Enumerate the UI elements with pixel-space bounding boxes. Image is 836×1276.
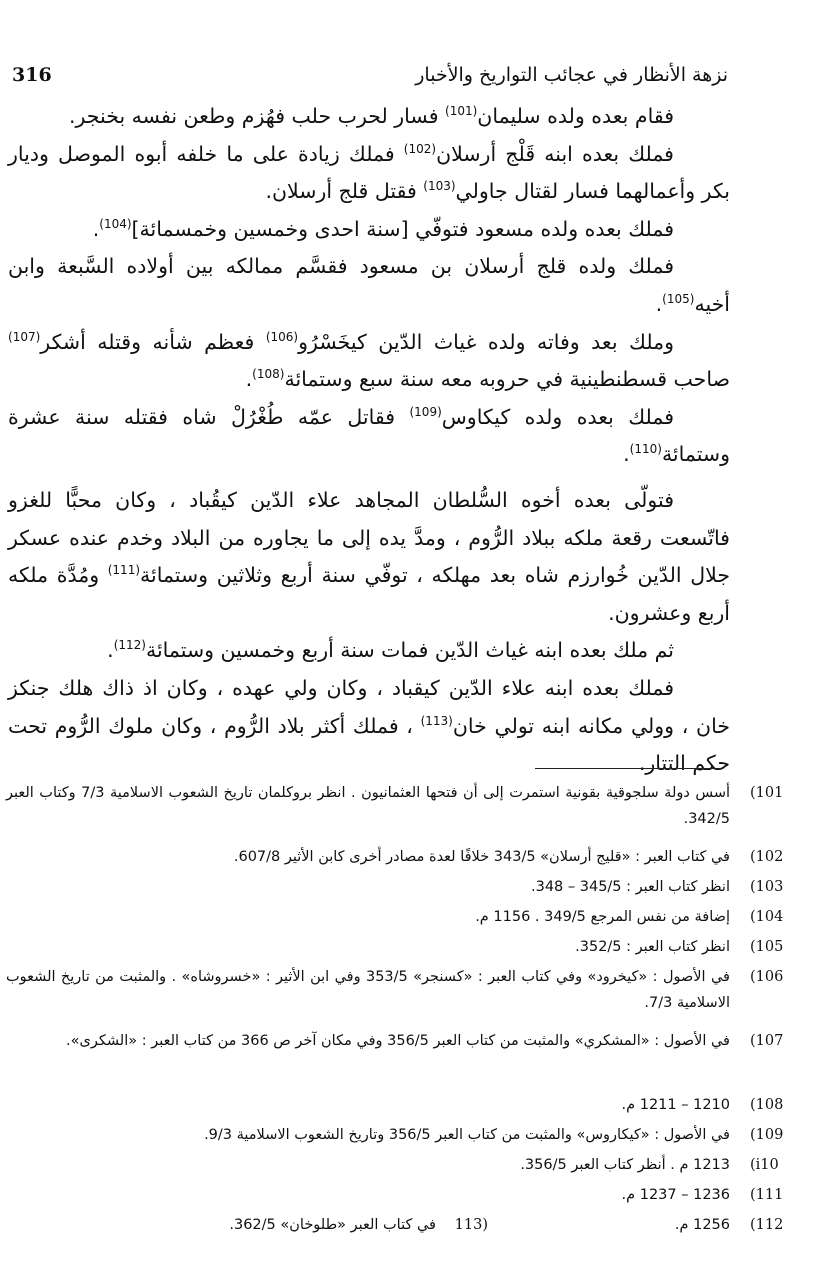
footnote-ref[interactable]: (102) — [403, 141, 437, 156]
paragraph-4: فملك ولده قلج أرسلان بن مسعود فقسَّم ممالكه بين أولاده السَّبعة وابن أخيه$^{(105)}$. — [8, 254, 730, 316]
footnote-text: إضافة من نفس المرجع 349/5 . 1156 م. — [475, 909, 730, 925]
footnote-text: في كتاب العبر : «قليج أرسلان» 343/5 خلافًا لعدة مصادر أخرى كابن الأثير 607/8. — [233, 849, 730, 865]
running-title: نزهة الأنظار في عجائب التواريخ والأخبار — [415, 64, 728, 86]
footnote-number: (109 — [750, 1127, 784, 1143]
footnote-item — [229, 1212, 488, 1238]
paragraph-3: فملك بعده ولده مسعود فتوفّي [سنة احدى وخمسين وخمسمائة]$^{(104)}$. — [92, 216, 674, 241]
paragraph-2: فملك بعده ابنه قَلْج أرسلان$^{(102)}$ فملك زيادة على ما خلفه أبوه الموصل وديار بكر وأعمالهما فسار لقتال جاولي$^{(103)}$ فقتل قلج أرسلان. — [8, 141, 730, 204]
paragraph-1: فقام بعده ولده سليمان$^{(101)}$ فسار لحرب حلب فهُزم وطعن نفسه بخنجر. — [68, 104, 674, 128]
footnote-ref[interactable]: (112) — [113, 638, 146, 653]
footnote-ref[interactable]: (101) — [445, 104, 478, 119]
footnote-number: (i10 — [750, 1157, 779, 1173]
footnote-item — [520, 1152, 779, 1178]
footnote-number: (101 — [750, 785, 784, 801]
footnote-ref[interactable]: (105) — [662, 292, 695, 307]
footnote-ref[interactable]: (109) — [409, 404, 442, 419]
footnote-item — [575, 934, 784, 960]
paragraph-6: فملك بعده ولده كيكاوس$^{(109)}$ فقاتل عمّه طُغْرُلْ شاه فقتله سنة عشرة وستمائة$^{(110)}$. — [8, 404, 730, 467]
footnote-number: (102 — [750, 849, 784, 865]
footnote-item — [621, 1092, 784, 1118]
footnote-text: 1256 م. — [674, 1217, 730, 1233]
paragraph-9: فملك بعده ابنه علاء الدّين كيقباد ، وكان ولي عهده ، وكان اذ ذاك هلك جنكز خان ، وولي مكانه ابنه تولي خان$^{(113)}$ ، فملك أكثر بلاد الرُّوم ، وكان ملوك الرُّوم تحت حكم التتار. — [8, 675, 730, 776]
paragraph-5: وملك بعد وفاته ولده غياث الدّين كيخَسْرُو$^{(106)}$ فعظم شأنه وقتله أشكر$^{(107)}$ صاحب قسطنطينية في حروبه معه سنة سبع وستمائة$^{(108)}$. — [8, 329, 730, 392]
footnote-number: (112 — [750, 1217, 784, 1233]
footnote-number: (108 — [750, 1097, 784, 1113]
footnote-item — [233, 844, 784, 870]
footnote-number: (111 — [750, 1187, 784, 1203]
footnote-text: انظر كتاب العبر : 345/5 – 348. — [530, 879, 730, 895]
footnote-number: (104 — [750, 909, 784, 925]
main-text — [8, 98, 730, 783]
paragraph-7: فتولّى بعده أخوه السُّلطان المجاهد علاء الدّين كيقُباد ، وكان محبًّا للغزو فاتّسعت رقعة ملكه ببلاد الرُّوم ، ومدَّ يده إلى ما يجاوره من البلاد وخدم عنده عسكر جلال الدّين خُوارزم شاه بعد مهلكه ، توفّي سنة أربع وثلاثين وستمائة$^{(111)}$ ومُدَّة ملكه أربع وعشرون. — [8, 487, 731, 625]
footnote-number: (106 — [750, 969, 784, 985]
footnote-ref[interactable]: (107) — [8, 329, 41, 344]
footnote-item — [6, 964, 784, 1016]
footnote-text: في كتاب العبر «طلوخان» 362/5. — [229, 1217, 436, 1233]
footnote-item — [674, 1212, 784, 1238]
footnote-ref[interactable]: (110) — [629, 442, 662, 457]
footnote-item — [621, 1182, 784, 1208]
page-header — [12, 60, 728, 90]
footnote-text: أسس دولة سلجوقية بقونية استمرت إلى أن فتحها العثمانيون . انظر بروكلمان تاريخ الشعوب الاسلامية 7/3 وكتاب العبر 342/5. — [6, 785, 730, 827]
footnote-text: 1213 م . أنظر كتاب العبر 356/5. — [520, 1157, 730, 1173]
footnote-text: 1236 – 1237 م. — [621, 1187, 730, 1203]
footnote-text: 1210 – 1211 م. — [621, 1097, 730, 1113]
footnote-item — [204, 1122, 784, 1148]
footnote-ref[interactable]: (104) — [99, 216, 132, 231]
footnote-ref[interactable]: (113) — [420, 713, 453, 728]
footnote-number: (105 — [750, 939, 784, 955]
footnote-item — [6, 780, 784, 832]
paragraph-8: ثم ملك بعده ابنه غياث الدّين فمات سنة أربع وخمسين وستمائة$^{(112)}$. — [107, 638, 674, 663]
footnote-text: في الأصول : «كيخرود» وفي كتاب العبر : «كسنجر» 353/5 وفي ابن الأثير : «خسروشاه» . والمثبت من تاريخ الشعوب الاسلامية 7/3. — [6, 969, 730, 1011]
footnote-number: (107 — [750, 1033, 784, 1049]
footnote-item — [475, 904, 784, 930]
footnote-ref[interactable]: (106) — [265, 329, 299, 344]
footnote-text: انظر كتاب العبر : 352/5. — [575, 939, 730, 955]
footnote-divider — [535, 768, 722, 769]
footnote-text: في الأصول : «المشكري» والمثبت من كتاب العبر 356/5 وفي مكان آخر ص 366 من كتاب العبر : «الشكرى». — [66, 1033, 730, 1049]
footnote-number: (103 — [750, 879, 784, 895]
footnote-item — [6, 1028, 784, 1054]
footnote-number: 113) — [454, 1217, 488, 1233]
footnote-item — [530, 874, 784, 900]
footnote-text: في الأصول : «كيكاروس» والمثبت من كتاب العبر 356/5 وتاريخ الشعوب الاسلامية 9/3. — [204, 1127, 730, 1143]
footnote-ref[interactable]: (108) — [252, 367, 285, 382]
footnote-ref[interactable]: (111) — [107, 563, 141, 578]
page-number: 316 — [12, 64, 52, 86]
footnote-ref[interactable]: (103) — [423, 179, 456, 194]
